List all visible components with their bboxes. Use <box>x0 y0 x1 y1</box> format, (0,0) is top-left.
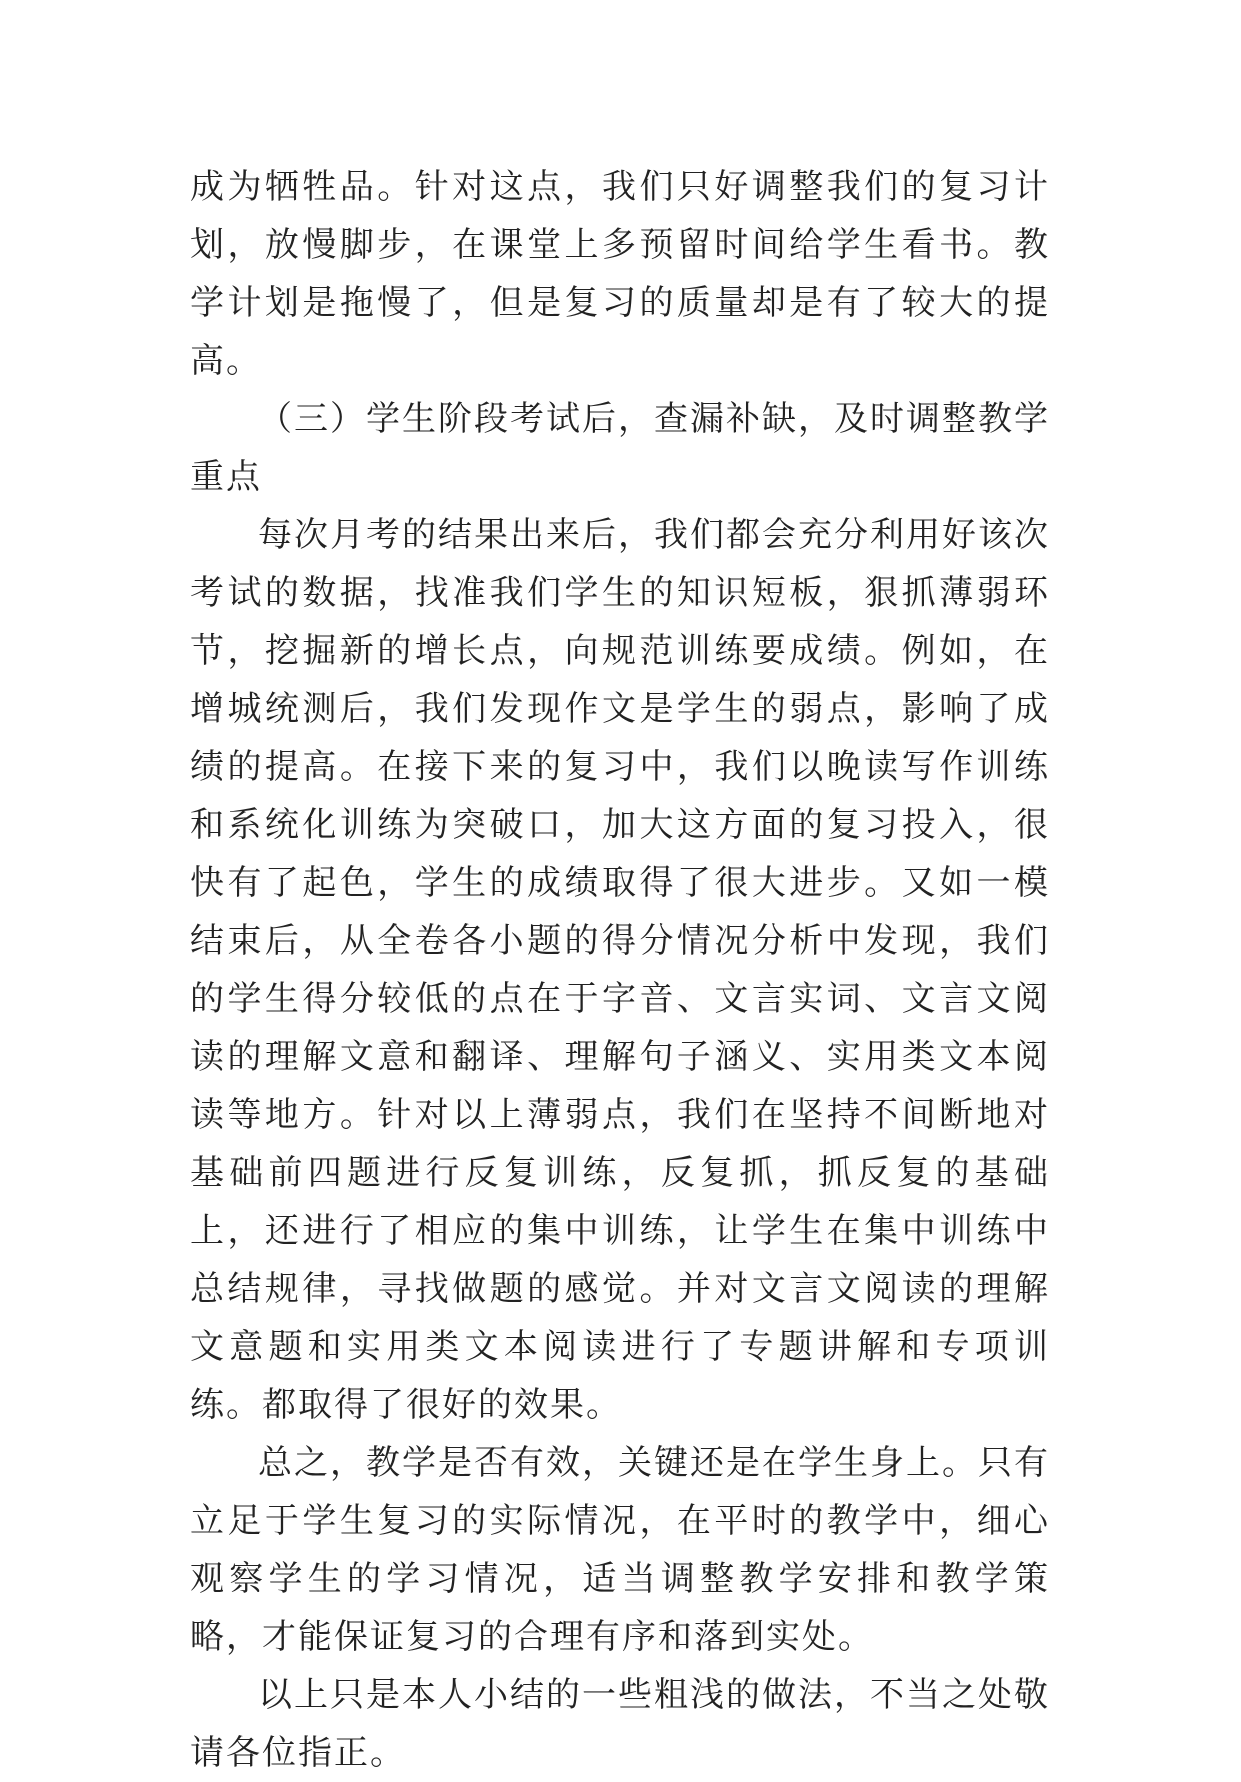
paragraph-continuation: 成为牺牲品。针对这点，我们只好调整我们的复习计划，放慢脚步，在课堂上多预留时间给学生看书。教学计划是拖慢了，但是复习的质量却是有了较大的提高。 <box>190 167 1050 381</box>
paragraph-summary: 总之，教学是否有效，关键还是在学生身上。只有立足于学生复习的实际情况，在平时的教学中，细心观察学生的学习情况，适当调整教学安排和教学策略，才能保证复习的合理有序和落到实处。 <box>190 1443 1050 1657</box>
paragraph-monthly-exam: 每次月考的结果出来后，我们都会充分利用好该次考试的数据，找准我们学生的知识短板，狠抓薄弱环节，挖掘新的增长点，向规范训练要成绩。例如，在增城统测后，我们发现作文是学生的弱点，影响了成绩的提高。在接下来的复习中，我们以晚读写作训练和系统化训练为突破口，加大这方面的复习投入，很快有了起色，学生的成绩取得了很大进步。又如一模结束后，从全卷各小题的得分情况分析中发现，我们的学生得分较低的点在于字音、文言实词、文言文阅读的理解文意和翻译、理解句子涵义、实用类文本阅读等地方。针对以上薄弱点，我们在坚持不间断地对基础前四题进行反复训练，反复抓，抓反复的基础上，还进行了相应的集中训练，让学生在集中训练中总结规律，寻找做题的感觉。并对文言文阅读的理解文意题和实用类文本阅读进行了专题讲解和专项训练。都取得了很好的效果。 <box>190 515 1050 1425</box>
section-heading-three: （三）学生阶段考试后，查漏补缺，及时调整教学重点 <box>190 399 1050 497</box>
document-body <box>190 158 1050 1782</box>
paragraph-closing: 以上只是本人小结的一些粗浅的做法，不当之处敬请各位指正。 <box>190 1675 1050 1773</box>
